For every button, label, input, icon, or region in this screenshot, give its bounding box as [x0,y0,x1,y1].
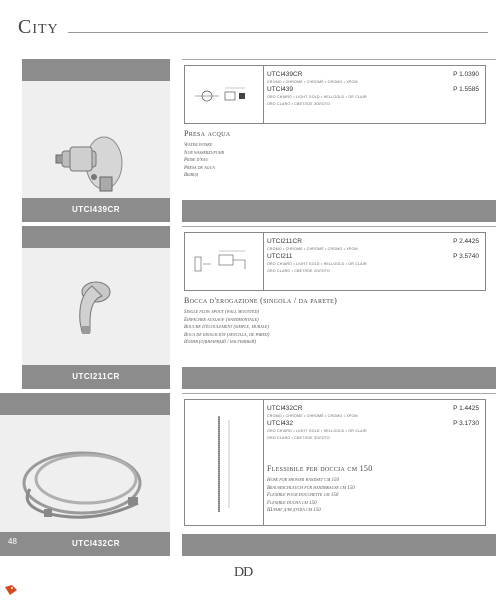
section-footer-bar [182,534,496,556]
section-rule [182,393,496,394]
finish-text: ORO CHIARO • LIGHT GOLD • HELLGOLD • OR CLAIR [267,429,367,433]
tag-icon [4,584,18,596]
description-line: Presa de agua [184,165,215,171]
hose-drawing [185,400,263,525]
description-line: Flexible ducha cm 150 [267,500,317,506]
price-table [267,71,479,108]
water-intake-drawing [185,66,263,123]
product-code: UTCI432CR [267,405,303,412]
description-line: Single flow spout (wall mounted) [184,310,259,315]
table-row [267,405,479,413]
finish-text: ORO CLARO • СВЕТЛОЕ ЗОЛОТО [267,436,330,440]
title-rule [68,32,488,33]
description-line: Bouche d'écoulement (simple, murale) [184,325,269,330]
finish-text: CROMO • CHROME • CHROMÉ • CROMO • XPOM [267,80,358,84]
product-code: UTCI432 [267,420,294,427]
description-line: Brauseschlauch für handbrause cm 150 [267,485,355,491]
description-line: Шланг для душа см 150 [267,508,321,513]
finish-text: CROMO • CHROME • CHROMÉ • CROMO • XPOM [267,414,358,418]
product-description [184,129,484,180]
product-code-label: UTCI211CR [72,372,120,381]
description-title: Bocca d'erogazione (singola / da parete) [184,296,338,305]
price: P 1.0390 [453,71,479,78]
finish-text: ORO CLARO • СВЕТЛОЕ ЗОЛОТО [267,269,330,273]
technical-drawing [185,233,264,290]
table-row [267,238,479,246]
product-code: UTCI211 [267,253,293,260]
price: P 2.4425 [453,238,479,245]
price: P 3.5740 [453,253,479,260]
product-description [267,464,477,515]
technical-drawing [185,66,264,123]
description-line: Prise d'eau [184,158,209,163]
product-section-3 [0,393,496,557]
product-section-1 [0,59,496,223]
table-row [267,253,479,261]
product-description [184,296,484,347]
spec-box [184,65,486,124]
description-line: Излив (одинарный / настенный) [184,340,257,345]
technical-drawing [185,400,264,525]
spout-drawing [185,233,263,290]
finish-text: CROMO • CHROME • CHROMÉ • CROMO • XPOM [267,247,358,251]
price: P 1.4425 [453,405,479,412]
table-row [267,71,479,79]
product-code: UTCI211CR [267,238,302,245]
product-code-label: UTCI439CR [71,205,121,214]
description-title: Presa acqua [184,129,231,138]
finish-text: ORO CLARO • СВЕТЛОЕ ЗОЛОТО [267,102,330,106]
product-code: UTCI439CR [267,71,303,78]
description-line: Hose for shower handset cm 150 [267,478,340,483]
product-image-panel [22,226,170,389]
page-title: City [18,16,59,38]
product-image-panel [22,59,170,222]
section-rule [182,226,496,227]
spec-box [184,399,486,526]
description-line: Water intake [184,143,213,148]
description-title: Flessibile per doccia cm 150 [267,464,373,473]
product-section-2 [0,226,496,390]
section-footer-bar [182,367,496,389]
brand-logo: DD [234,565,253,580]
table-row [267,420,479,428]
finish-text: ORO CHIARO • LIGHT GOLD • HELLGOLD • OR CLAIR [267,95,367,99]
price: P 1.5585 [453,86,479,93]
description-line: Einfacher auslauf (wandmontage) [184,317,259,323]
description-line: Boca de erogación (sencilla, de pared) [184,332,270,338]
description-line: Вывод [184,173,199,178]
price-table [267,405,479,442]
product-code: UTCI439 [267,86,294,93]
price-table [267,238,479,275]
spec-box [184,232,486,291]
product-code-label: UTCI432CR [71,539,121,548]
description-line: Flexible pour douchette cm 150 [267,493,339,498]
page-number: 48 [8,537,17,546]
section-footer-bar [182,200,496,222]
product-image-panel [0,393,170,556]
finish-text: ORO CHIARO • LIGHT GOLD • HELLGOLD • OR CLAIR [267,262,367,266]
section-rule [182,59,496,60]
price: P 3.1730 [453,420,479,427]
description-line: Nur wasserzufuhr [184,150,225,156]
table-row [267,86,479,94]
